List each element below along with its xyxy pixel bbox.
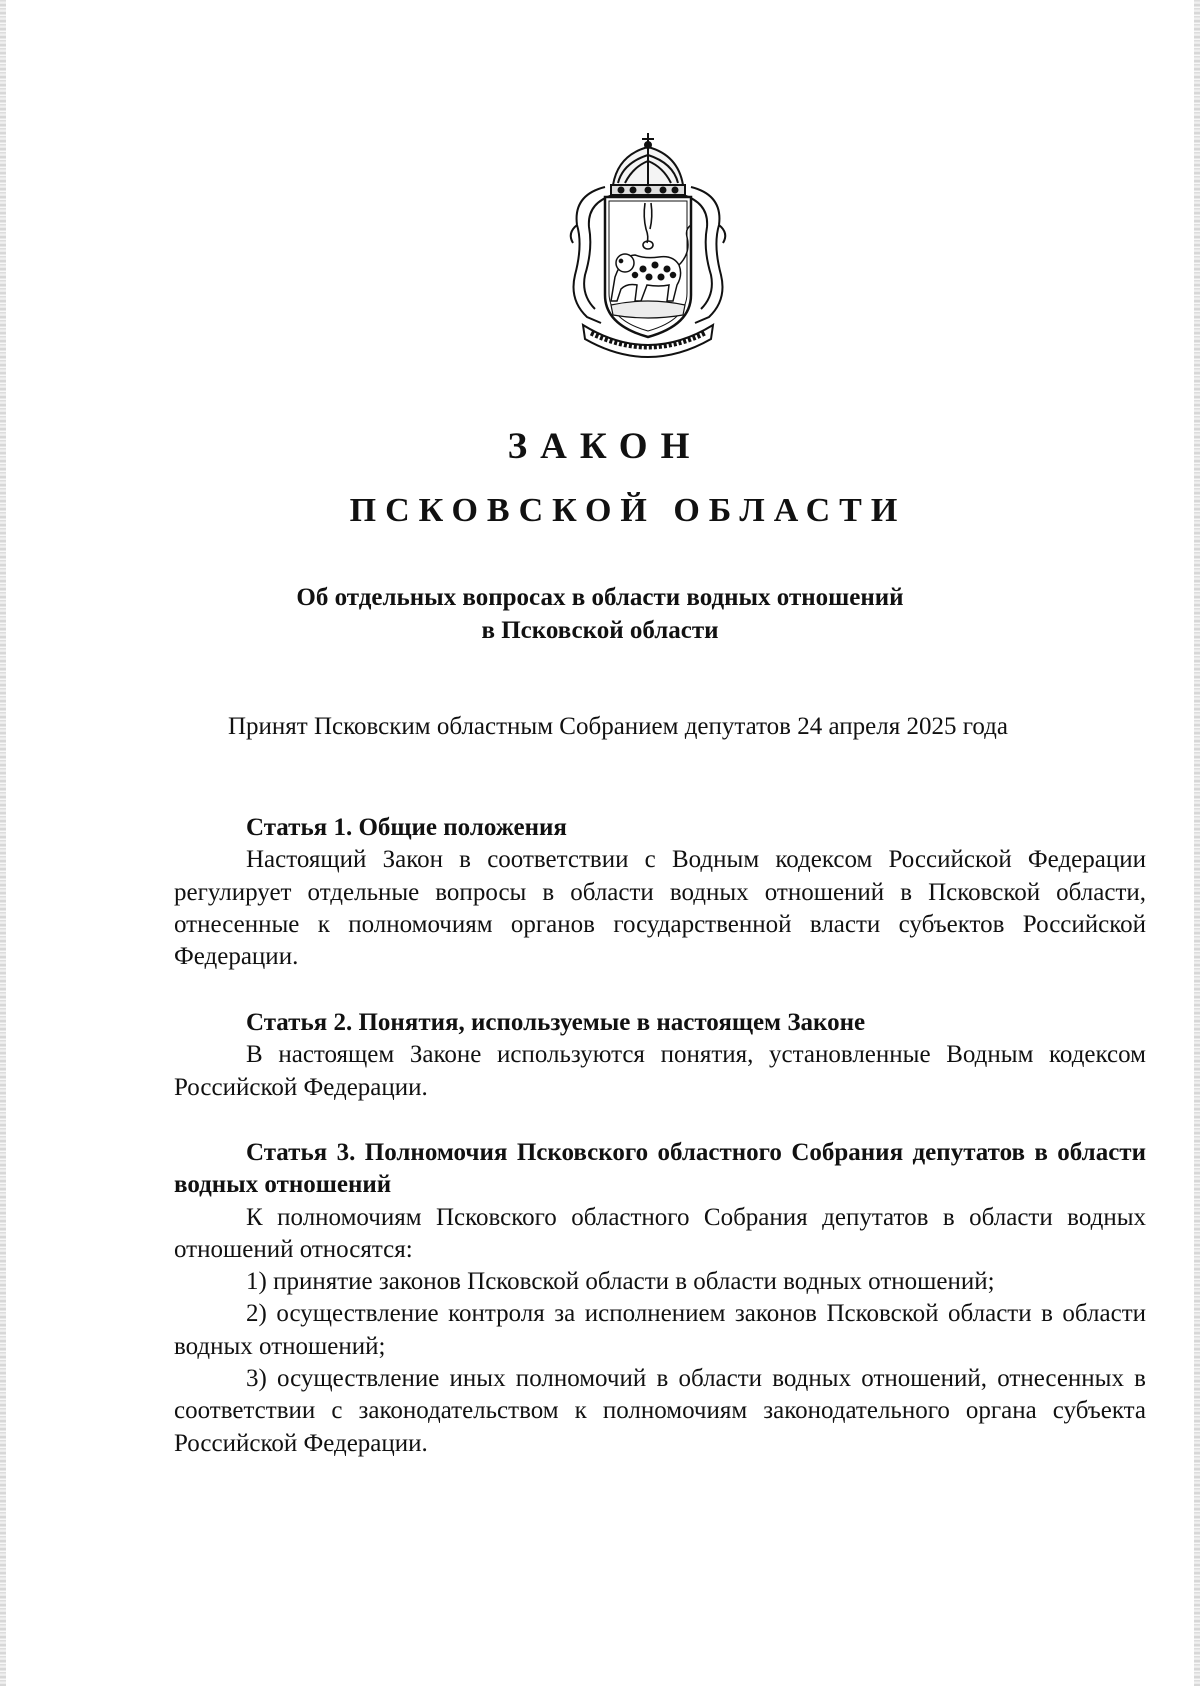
article-paragraph: Настоящий Закон в соответствии с Водным кодексом Российской Федерации регулирует отдельные вопросы в области водных отношений в Псковской области, отнесенные к полномочиям органов государственной власти субъектов Российской Федерации. xyxy=(174,846,1146,971)
coat-of-arms-icon xyxy=(563,125,733,370)
subject-line-1: Об отдельных вопросах в области водных отношений xyxy=(296,584,904,611)
article-3 xyxy=(174,1137,1146,1460)
article-heading: Статья 2. Понятия, используемые в настоящем Законе xyxy=(246,1009,866,1036)
list-item: 2) осуществление контроля за исполнением законов Псковской области в области водных отношений; xyxy=(174,1300,1146,1360)
article-paragraph: В настоящем Законе используются понятия, установленные Водным кодексом Российской Федерации. xyxy=(174,1041,1146,1101)
article-paragraph: К полномочиям Псковского областного Собрания депутатов в области водных отношений относятся: xyxy=(174,1203,1146,1263)
list-item: 1) принятие законов Псковской области в области водных отношений; xyxy=(246,1268,995,1296)
article-2 xyxy=(174,1007,1146,1104)
document-title: ЗАКОН xyxy=(507,426,703,467)
article-1 xyxy=(174,812,1146,973)
adoption-note: Принят Псковским областным Собранием депутатов 24 апреля 2025 года xyxy=(228,713,1008,740)
list-item: 3) осуществление иных полномочий в области водных отношений, отнесенных в соответствии с законодательством к полномочиям законодательного органа субъекта Российской Федерации. xyxy=(174,1365,1146,1457)
article-heading: Статья 1. Общие положения xyxy=(246,814,567,841)
subject-line-2: в Псковской области xyxy=(481,617,719,644)
document-subject xyxy=(0,581,1200,647)
scan-edge-left xyxy=(0,0,6,1686)
scan-edge-right xyxy=(1194,0,1200,1686)
document-region: ПСКОВСКОЙ ОБЛАСТИ xyxy=(349,492,907,529)
article-heading: Статья 3. Полномочия Псковского областного Собрания депутатов в области водных отношений xyxy=(174,1139,1146,1199)
